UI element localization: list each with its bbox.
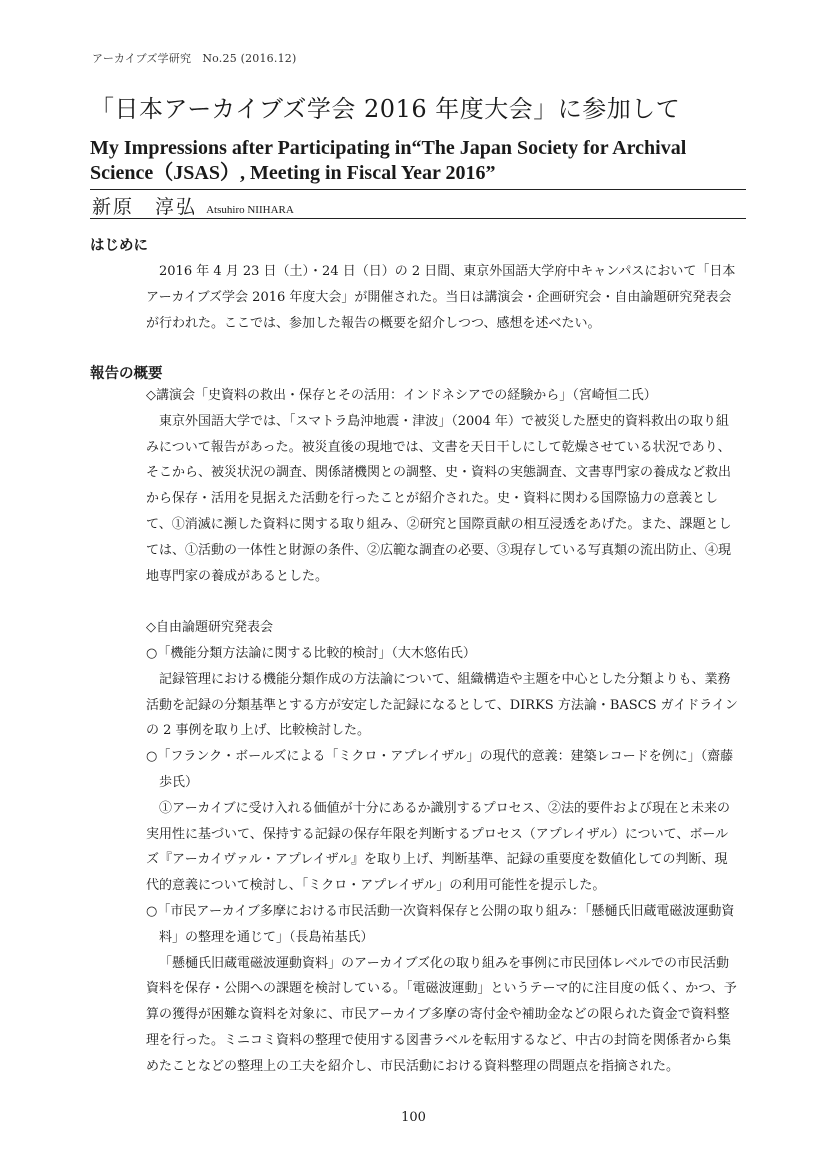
lecture-body: 東京外国語大学では、「スマトラ島沖地震・津波」（2004 年）で被災した歴史的資料救出の取り組みについて報告があった。被災直後の現地では、文書を天日干しにして乾燥させている状況であり、そこから、被災状況の調査、関係諸機関との調整、史・資料の実態調査、文書専門家の養成など救出から保存・活用を見据えた活動を行ったことが紹介された。史・資料に関わる国際協力の意義として、①消滅に瀕した資料に関する取り組み、②研究と国際貢献の相互浸透をあげた。また、課題としては、①活動の一体性と財源の条件、②広範な調査の必要、③現存している写真類の流出防止、④現地専門家の養成があるとした。 bbox=[146, 413, 732, 584]
talk-3-body: 「懸樋氏旧蔵電磁波運動資料」のアーカイブズ化の取り組みを事例に市民団体レベルでの市民活動資料を保存・公開への課題を検討している。「電磁波運動」というテーマ的に注目度の低く、かつ、予算の獲得が困難な資料を対象に、市民アーカイブ多摩の寄付金や補助金などの限られた資金で資料整理を行った。ミニコミ資料の整理で使用する図書ラベルを転用するなど、中古の封筒を関係者から集めたことなどの整理上の工夫を紹介し、市民活動における資料整理の問題点を指摘された。 bbox=[146, 955, 737, 1074]
intro-section bbox=[146, 259, 740, 336]
talk-2-body: ①アーカイブに受け入れる価値が十分にあるか識別するプロセス、②法的要件および現在と未来の実用性に基づいて、保持する記録の保存年限を判断するプロセス（アプレイザル）について、ボールズ『アーカイヴァル・アプレイザル』を取り上げ、判断基準、記録の重要度を数値化しての判断、現代的意義について検討し、「ミクロ・アプレイザル」の利用可能性を提示した。 bbox=[146, 800, 730, 894]
intro-paragraph: 2016 年 4 月 23 日（土）・24 日（日）の 2 日間、東京外国語大学府中キャンパスにおいて「日本アーカイブズ学会 2016 年度大会」が開催された。当日は講演会・企画研究会・自由論題研究発表会が行われた。ここでは、参加した報告の概要を紹介しつつ、感想を述べたい。 bbox=[146, 264, 736, 331]
talk-3-title: ○「市民アーカイブ多摩における市民活動一次資料保存と公開の取り組み：「懸樋氏旧蔵電磁波運動資料」の整理を通じて」（長島祐基氏） bbox=[146, 903, 735, 945]
talk-2-title: ○「フランク・ボールズによる「ミクロ・アプレイザル」の現代的意義：建築レコードを例に」（齋藤歩氏） bbox=[146, 749, 734, 790]
talk-1-body: 記録管理における機能分類作成の方法論について、組織構造や主題を中心とした分類よりも、業務活動を記録の分類基準とする方が安定した記録になるとして、DIRKS 方法論・BASCS ガイドラインの 2 事例を取り上げ、比較検討した。 bbox=[146, 671, 738, 739]
spacer bbox=[146, 589, 740, 615]
section-heading-intro: はじめに bbox=[90, 238, 148, 254]
summary-section bbox=[146, 383, 740, 1080]
title-divider-bottom bbox=[90, 218, 746, 219]
running-head: アーカイブズ学研究 No.25 (2016.12) bbox=[92, 52, 297, 65]
article-title-english: My Impressions after Participating in“The Japan Society for Archival Science（JSAS）, Meeting in Fiscal Year 2016” bbox=[90, 137, 687, 184]
author-line bbox=[92, 192, 294, 219]
free-session-title: ◇自由論題研究発表会 bbox=[146, 620, 273, 636]
title-divider-top bbox=[90, 189, 746, 190]
author-name-english: Atsuhiro NIIHARA bbox=[206, 204, 294, 216]
talk-1-title: ○「機能分類方法論に関する比較的検討」（大木悠佑氏） bbox=[146, 645, 476, 661]
article-title-japanese: 「日本アーカイブズ学会 2016 年度大会」に参加して bbox=[90, 95, 681, 123]
page-number: 100 bbox=[401, 1110, 426, 1125]
author-name-japanese: 新原 淳弘 bbox=[92, 196, 198, 218]
lecture-title: ◇講演会「史資料の救出・保存とその活用：インドネシアでの経験から」（宮崎恒二氏） bbox=[146, 388, 657, 403]
section-heading-summary: 報告の概要 bbox=[90, 366, 163, 382]
